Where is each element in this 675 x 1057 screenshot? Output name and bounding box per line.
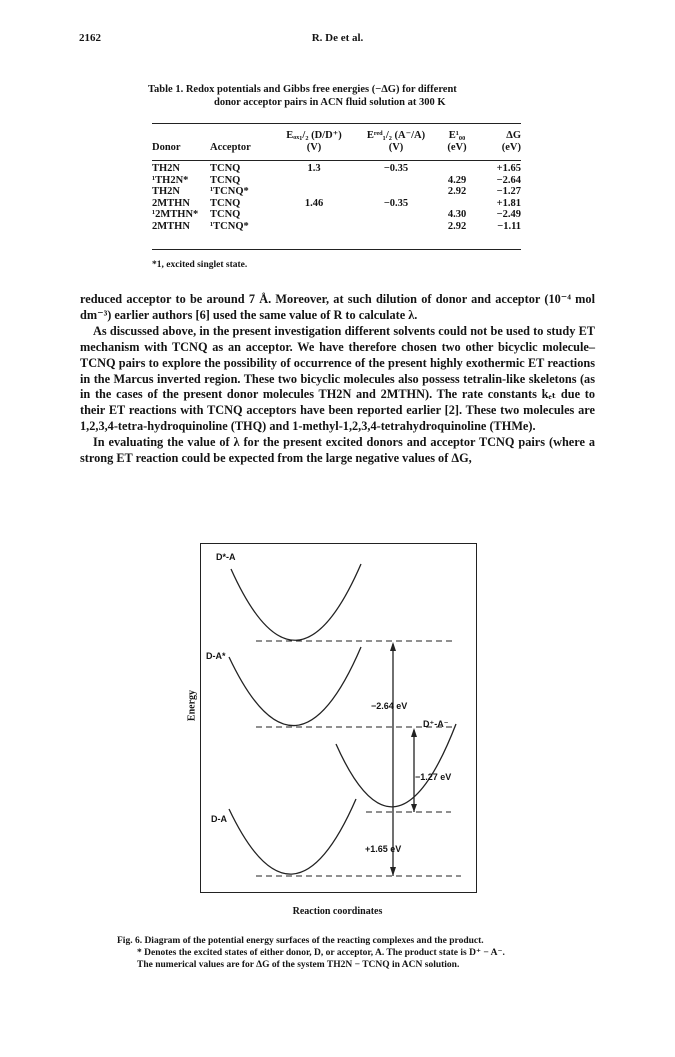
cell-ox: 1.46 xyxy=(304,197,324,209)
cell-red: −0.35 xyxy=(383,163,409,174)
cell-acceptor: ¹TCNQ* xyxy=(210,220,249,232)
cell-acceptor: TCNQ xyxy=(210,197,241,209)
label-energy-1: −2.64 eV xyxy=(371,701,408,711)
cell-acceptor: TCNQ xyxy=(210,174,241,186)
cell-ox xyxy=(272,175,356,187)
figure-caption-line3: The numerical values are for ΔG of the system TH2N − TCNQ in ACN solution. xyxy=(137,960,460,970)
cell-red xyxy=(356,175,436,187)
arrow-3-head xyxy=(390,867,396,876)
cell-red xyxy=(356,221,436,233)
cell-ox xyxy=(272,209,356,221)
header-dg-label: ΔG xyxy=(506,130,521,141)
table-header-row xyxy=(152,130,521,157)
table-row xyxy=(152,209,521,221)
header-dg-unit: (eV) xyxy=(501,141,521,153)
figure-caption-line1: Fig. 6. Diagram of the potential energy surfaces of the reacting complexes and the product. xyxy=(117,936,484,946)
figure-caption-line2: * Denotes the excited states of either donor, D, or acceptor, A. The product state is D⁺ − A⁻. xyxy=(137,948,505,958)
running-head: R. De et al. xyxy=(311,32,364,44)
energy-diagram xyxy=(200,543,477,893)
cell-dg: −1.11 xyxy=(497,220,521,232)
label-ground: D-A xyxy=(211,814,227,824)
cell-dg: +1.81 xyxy=(496,197,521,209)
cell-donor: ¹TH2N* xyxy=(152,174,189,186)
table-top-rule xyxy=(152,123,521,124)
header-ox-label: Eₒₓ₁/₂ (D/D⁺) xyxy=(286,130,342,141)
header-red-unit: (V) xyxy=(388,141,404,153)
header-donor: Donor xyxy=(152,141,181,153)
cell-ox xyxy=(272,221,356,233)
table-row xyxy=(152,221,521,233)
cell-e00: 4.30 xyxy=(447,209,467,220)
cell-ox xyxy=(272,186,356,198)
cell-e00 xyxy=(436,157,478,175)
paragraph-1: reduced acceptor to be around 7 Å. Moreover, at such dilution of donor and acceptor (10⁻⁴ mol dm⁻³) earlier authors [6] used the same value of R to calculate λ. xyxy=(80,292,595,322)
curve-d-a-star xyxy=(229,647,361,726)
arrow-2-tail xyxy=(411,804,417,812)
table-footnote: *1, excited singlet state. xyxy=(152,260,248,270)
arrow-1-head xyxy=(390,642,396,651)
label-d-a-star: D-A* xyxy=(206,651,226,661)
cell-donor: 2MTHN xyxy=(152,220,190,232)
label-d-star-a: D*-A xyxy=(216,552,236,562)
table-row xyxy=(152,198,521,210)
header-e00-label: E¹₀₀ xyxy=(448,130,466,141)
table-caption-line2: donor acceptor pairs in ACN fluid solution at 300 K xyxy=(214,97,446,108)
energy-diagram-svg xyxy=(201,544,476,892)
header-reduction-potential xyxy=(356,130,436,157)
cell-dg: −2.49 xyxy=(496,209,521,220)
cell-dg: +1.65 xyxy=(496,163,521,174)
cell-red xyxy=(356,209,436,221)
curve-ground xyxy=(229,799,356,874)
header-ox-unit: (V) xyxy=(306,141,322,153)
paragraph-3: In evaluating the value of λ for the present excited donors and acceptor TCNQ pairs (where a strong ET reaction could be expected from the large negative values of ΔG, xyxy=(80,435,595,466)
header-gibbs-energy xyxy=(478,130,521,157)
cell-e00: 2.92 xyxy=(447,186,467,197)
header-excitation-energy xyxy=(436,130,478,157)
table-bottom-rule xyxy=(152,249,521,250)
redox-table xyxy=(152,130,521,232)
header-e00-unit: (eV) xyxy=(447,141,467,153)
cell-acceptor: TCNQ xyxy=(210,209,241,220)
cell-donor: TH2N xyxy=(152,186,181,197)
cell-ox: 1.3 xyxy=(307,163,321,174)
table-caption xyxy=(148,83,528,109)
page-number: 2162 xyxy=(79,32,101,44)
curve-ion-pair xyxy=(336,724,456,807)
cell-donor: ¹2MTHN* xyxy=(152,209,199,220)
cell-red: −0.35 xyxy=(383,197,409,209)
cell-donor: 2MTHN xyxy=(152,197,190,209)
curve-d-star-a xyxy=(231,564,361,640)
cell-acceptor: ¹TCNQ* xyxy=(210,186,249,197)
cell-red xyxy=(356,186,436,198)
cell-dg: −1.27 xyxy=(496,186,521,197)
figure-caption xyxy=(117,935,562,971)
cell-dg: −2.64 xyxy=(496,174,521,186)
table-row xyxy=(152,175,521,187)
header-acceptor: Acceptor xyxy=(210,141,251,153)
x-axis-label: Reaction coordinates xyxy=(292,906,383,917)
cell-acceptor: TCNQ xyxy=(210,163,241,174)
label-energy-2: −1.27 eV xyxy=(415,772,452,782)
table-row xyxy=(152,157,521,175)
table-caption-line1: Table 1. Redox potentials and Gibbs free energies (−ΔG) for different xyxy=(148,84,457,95)
cell-e00: 4.29 xyxy=(447,174,467,186)
label-energy-3: +1.65 eV xyxy=(365,844,402,854)
y-axis-label: Energy xyxy=(186,689,198,722)
table-row xyxy=(152,186,521,198)
header-oxidation-potential xyxy=(272,130,356,157)
header-red-label: Eʳᵉᵈ₁/₂ (A⁻/A) xyxy=(366,130,426,141)
cell-donor: TH2N xyxy=(152,163,181,174)
body-text xyxy=(80,292,595,467)
cell-e00 xyxy=(436,198,478,210)
cell-e00: 2.92 xyxy=(447,220,467,232)
paragraph-2: As discussed above, in the present investigation different solvents could not be used to study ET mechanism with TCNQ as an acceptor. We have therefore chosen two other bicyclic molecule–TCNQ pairs to explore the possibility of occurrence of the present highly exothermic ET reactions in the Marcus inverted region. These two bicyclic molecules also possess tetralin-like skeletons (as in the cases of the present donor molecules TH2N and 2MTHN). The rate constants kₑₜ due to their ET reactions with TCNQ acceptors have been reported earlier [2]. These two molecules are 1,2,3,4-tetra-hydroquinoline (THQ) and 1-methyl-1,2,3,4-tetrahydroquinoline (THMe). xyxy=(80,323,595,434)
arrow-2-head xyxy=(411,728,417,737)
label-ion-pair: D⁺-A⁻ xyxy=(423,719,449,729)
